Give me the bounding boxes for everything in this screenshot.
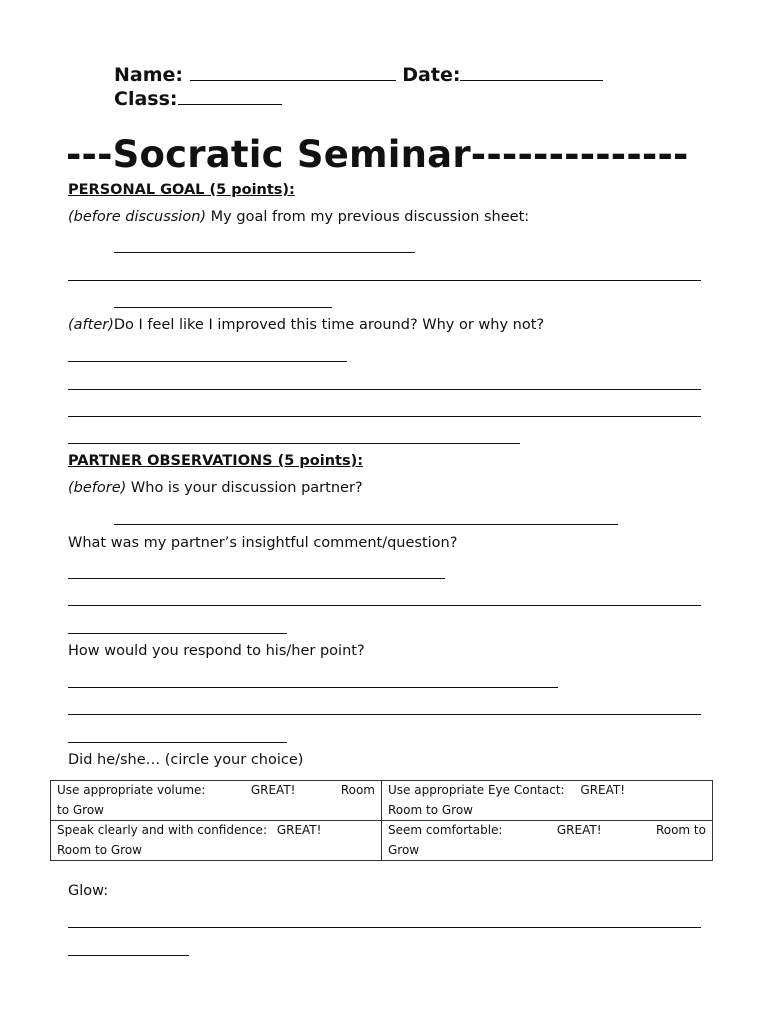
page-title: ---Socratic Seminar-------------- [66,133,689,176]
partner-q1-tag: (before) [68,480,127,496]
personal-q1 [68,209,529,225]
answer-line[interactable] [68,687,558,688]
table-cell-volume[interactable] [51,781,382,821]
personal-q1-text: My goal from my previous discussion sheet: [206,209,530,225]
name-date-row [114,64,603,86]
personal-q2 [68,317,544,333]
cell-label: Use appropriate volume: [57,783,206,797]
room-choice[interactable]: Room to Grow [57,842,142,857]
answer-line[interactable] [68,361,347,362]
answer-line[interactable] [68,714,701,715]
great-choice[interactable]: GREAT! [250,783,296,797]
class-label: Class: [114,88,178,110]
personal-q2-tag: (after) [68,317,114,333]
cell-label: Speak clearly and with confidence: [57,823,267,837]
great-choice[interactable]: GREAT! [276,823,322,837]
personal-goal-heading: PERSONAL GOAL (5 points): [68,182,295,198]
personal-q1-tag: (before discussion) [68,209,207,225]
cell-label: Seem comfortable: [388,823,503,837]
table-cell-comfortable[interactable] [382,821,713,861]
date-label: Date: [402,64,461,86]
answer-line[interactable] [68,416,701,417]
class-blank[interactable] [178,88,282,105]
answer-line[interactable] [114,524,618,525]
answer-line[interactable] [114,252,415,253]
name-blank[interactable] [190,64,396,81]
date-blank[interactable] [460,64,603,81]
observation-table [50,780,713,861]
room-choice-cont[interactable]: Grow [388,842,420,857]
answer-line[interactable] [68,927,701,928]
partner-q4: Did he/she… (circle your choice) [68,752,304,768]
great-choice[interactable]: GREAT! [580,783,626,797]
answer-line[interactable] [68,742,287,743]
answer-line[interactable] [68,605,701,606]
answer-line[interactable] [68,280,701,281]
class-row [114,88,282,110]
answer-line[interactable] [68,578,445,579]
answer-line[interactable] [68,389,701,390]
table-cell-speak-clearly[interactable] [51,821,382,861]
answer-line[interactable] [68,443,520,444]
table-cell-eye-contact[interactable] [382,781,713,821]
room-choice[interactable]: Room to [655,823,706,837]
room-choice[interactable]: Room [340,783,375,797]
answer-line[interactable] [114,307,332,308]
great-choice[interactable]: GREAT! [556,823,602,837]
room-choice-cont[interactable]: to Grow [57,802,104,817]
glow-label: Glow: [68,883,109,899]
room-choice[interactable]: Room to Grow [388,802,473,817]
table-row [51,781,713,821]
cell-label: Use appropriate Eye Contact: [388,783,565,797]
partner-q1 [68,480,363,496]
table-row [51,821,713,861]
personal-q2-text: Do I feel like I improved this time around? Why or why not? [113,317,545,333]
partner-q1-text: Who is your discussion partner? [126,480,363,496]
partner-observations-heading: PARTNER OBSERVATIONS (5 points): [68,453,364,469]
answer-line[interactable] [68,633,287,634]
partner-q2: What was my partner’s insightful comment/question? [68,535,458,551]
answer-line[interactable] [68,955,189,956]
partner-q3: How would you respond to his/her point? [68,643,365,659]
name-label: Name: [114,64,184,86]
